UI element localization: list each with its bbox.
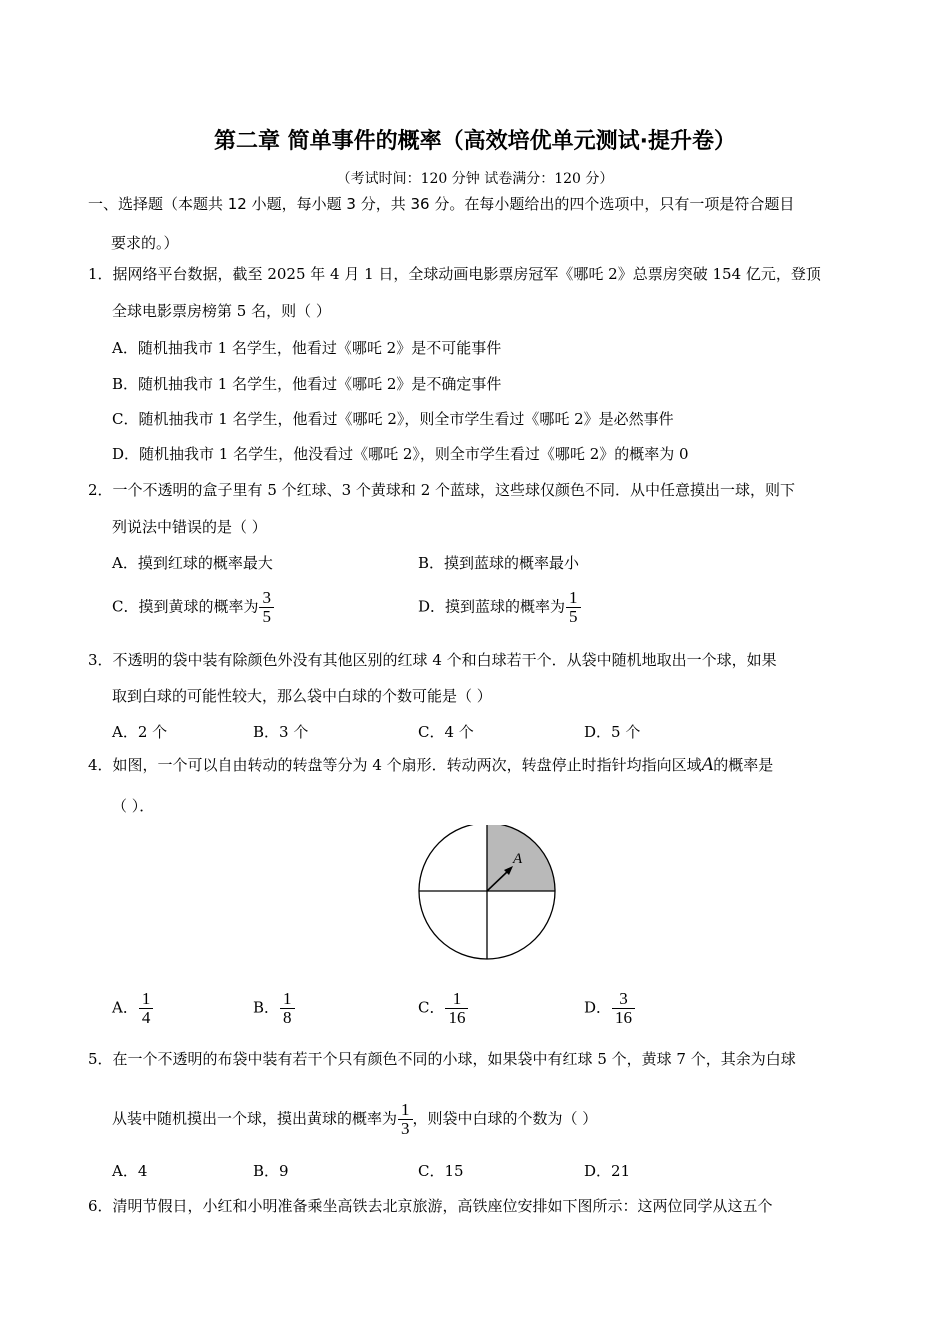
numerator: 1 xyxy=(141,989,151,1008)
q4-option-d xyxy=(584,990,635,1027)
fraction xyxy=(280,990,295,1027)
q2-option-c xyxy=(112,589,274,626)
fraction xyxy=(139,990,154,1027)
q4-option-a xyxy=(112,990,153,1027)
numerator: 1 xyxy=(401,1100,410,1119)
q2-option-a: A．摸到红球的概率最大 xyxy=(112,554,273,572)
q5-stem-cont xyxy=(112,1101,597,1138)
q4-option-c xyxy=(418,990,468,1027)
q1-option-a: A．随机抽我市 1 名学生，他看过《哪吒 2》是不可能事件 xyxy=(112,339,502,357)
sector-label: A xyxy=(513,851,523,867)
option-label: B． xyxy=(253,998,280,1017)
q5-option-a: A．4 xyxy=(112,1162,148,1180)
q3-stem: 3．不透明的袋中装有除颜色外没有其他区别的红球 4 个和白球若干个．从袋中随机地取出一个球，如果 xyxy=(88,651,777,669)
q4-stem-text: 4．如图，一个可以自由转动的转盘等分为 4 个扇形．转动两次，转盘停止时指针均指向区域 xyxy=(88,756,702,774)
exam-info: （考试时间：120 分钟 试卷满分：120 分） xyxy=(336,171,614,187)
numerator: 1 xyxy=(283,989,292,1008)
fraction xyxy=(566,589,581,626)
q1-option-b: B．随机抽我市 1 名学生，他看过《哪吒 2》是不确定事件 xyxy=(112,375,502,393)
q4-stem-cont: （ ）． xyxy=(112,797,155,815)
denominator: 5 xyxy=(262,607,271,626)
q4-option-b xyxy=(253,990,295,1027)
fraction xyxy=(445,990,468,1027)
q2-option-b: B．摸到蓝球的概率最小 xyxy=(418,554,580,572)
q2-stem-cont: 列说法中错误的是（ ） xyxy=(112,518,267,536)
q3-option-c: C．4 个 xyxy=(418,723,474,741)
q2-stem: 2．一个不透明的盒子里有 5 个红球、3 个黄球和 2 个蓝球，这些球仅颜色不同．从中任意摸出一球，则下 xyxy=(88,481,796,499)
fraction xyxy=(259,589,274,626)
fraction xyxy=(398,1101,413,1138)
q1-option-c: C．随机抽我市 1 名学生，他看过《哪吒 2》，则全市学生看过《哪吒 2》是必然事件 xyxy=(112,410,674,428)
q4-stem-end: 的概率是 xyxy=(713,756,774,774)
q5-option-b: B．9 xyxy=(253,1162,289,1180)
section-heading: 一、选择题（本题共 12 小题，每小题 3 分，共 36 分。在每小题给出的四个选项中，只有一项是符合题目 xyxy=(88,195,795,213)
denominator: 5 xyxy=(569,607,578,626)
fraction xyxy=(612,990,635,1027)
q3-option-a: A．2 个 xyxy=(112,723,168,741)
q2-option-d xyxy=(418,589,581,626)
q4-stem xyxy=(88,755,773,775)
denominator: 4 xyxy=(141,1008,151,1027)
option-label: D． xyxy=(584,998,612,1017)
q5-text-post: ，则袋中白球的个数为（ ） xyxy=(412,1109,598,1128)
q1-stem: 1．据网络平台数据，截至 2025 年 4 月 1 日，全球动画电影票房冠军《哪吒 2》总票房突破 154 亿元，登顶 xyxy=(88,265,821,283)
numerator: 3 xyxy=(262,588,271,607)
section-heading-cont: 要求的。） xyxy=(111,234,179,252)
option-label: A． xyxy=(112,998,138,1017)
q6-stem: 6．清明节假日，小红和小明准备乘坐高铁去北京旅游，高铁座位安排如下图所示：这两位同学从这五个 xyxy=(88,1197,773,1215)
option-label: C． xyxy=(418,998,445,1017)
q5-option-c: C．15 xyxy=(418,1162,464,1180)
q5-text-pre: 从装中随机摸出一个球，摸出黄球的概率为 xyxy=(112,1109,398,1128)
numerator: 3 xyxy=(619,989,628,1008)
region-label: A xyxy=(701,754,714,775)
numerator: 1 xyxy=(452,989,462,1008)
page-title: 第二章 简单事件的概率（高效培优单元测试·提升卷） xyxy=(213,129,737,154)
numerator: 1 xyxy=(569,588,578,607)
q3-stem-cont: 取到白球的可能性较大，那么袋中白球的个数可能是（ ） xyxy=(112,687,492,705)
denominator: 3 xyxy=(401,1119,410,1138)
denominator: 16 xyxy=(615,1008,633,1027)
q2-option-c-text: C．摸到黄球的概率为 xyxy=(112,597,259,616)
denominator: 16 xyxy=(448,1008,466,1027)
denominator: 8 xyxy=(283,1008,292,1027)
q2-option-d-text: D．摸到蓝球的概率为 xyxy=(418,597,566,616)
q3-option-d: D．5 个 xyxy=(584,723,641,741)
q3-option-b: B．3 个 xyxy=(253,723,309,741)
q1-stem-cont: 全球电影票房榜第 5 名，则（ ） xyxy=(112,302,331,320)
q1-option-d: D．随机抽我市 1 名学生，他没看过《哪吒 2》，则全市学生看过《哪吒 2》的概率为 0 xyxy=(112,445,689,463)
q5-stem: 5．在一个不透明的布袋中装有若干个只有颜色不同的小球，如果袋中有红球 5 个，黄球 7 个，其余为白球 xyxy=(88,1050,796,1068)
spinner-figure xyxy=(415,825,560,963)
q5-option-d: D．21 xyxy=(584,1162,631,1180)
